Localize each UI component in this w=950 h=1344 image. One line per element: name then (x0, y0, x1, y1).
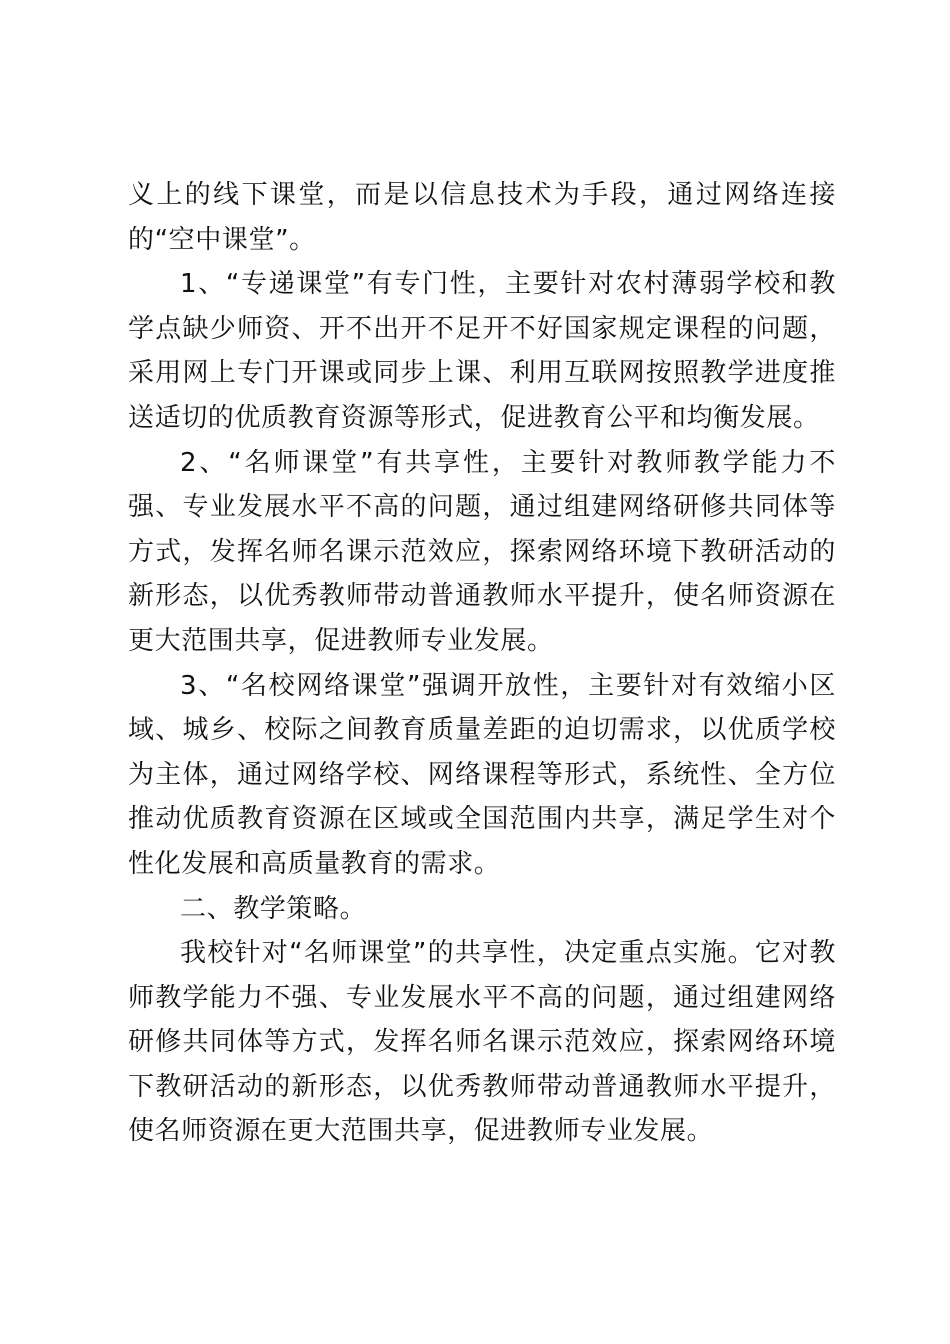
paragraph-item-1: 1、“专递课堂”有专门性，主要针对农村薄弱学校和教学点缺少师资、开不出开不足开不好国家规定课程的问题，采用网上专门开课或同步上课、利用互联网按照教学进度推送适切的优质教育资源等形式，促进教育公平和均衡发展。 (128, 269, 836, 433)
document-body (128, 173, 836, 1154)
paragraph-continuation: 义上的线下课堂，而是以信息技术为手段，通过网络连接的“空中课堂”。 (128, 180, 836, 255)
paragraph-strategy: 我校针对“名师课堂”的共享性，决定重点实施。它对教师教学能力不强、专业发展水平不高的问题，通过组建网络研修共同体等方式，发挥名师名课示范效应，探索网络环境下教研活动的新形态，以优秀教师带动普通教师水平提升，使名师资源在更大范围共享，促进教师专业发展。 (128, 938, 836, 1147)
paragraph-item-3: 3、“名校网络课堂”强调开放性，主要针对有效缩小区域、城乡、校际之间教育质量差距的迫切需求，以优质学校为主体，通过网络学校、网络课程等形式，系统性、全方位推动优质教育资源在区域或全国范围内共享，满足学生对个性化发展和高质量教育的需求。 (128, 670, 836, 879)
paragraph-item-2: 2、“名师课堂”有共享性，主要针对教师教学能力不强、专业发展水平不高的问题，通过组建网络研修共同体等方式，发挥名师名课示范效应，探索网络环境下教研活动的新形态，以优秀教师带动普通教师水平提升，使名师资源在更大范围共享，促进教师专业发展。 (128, 447, 836, 656)
section-heading-teaching-strategy: 二、教学策略。 (180, 893, 367, 924)
